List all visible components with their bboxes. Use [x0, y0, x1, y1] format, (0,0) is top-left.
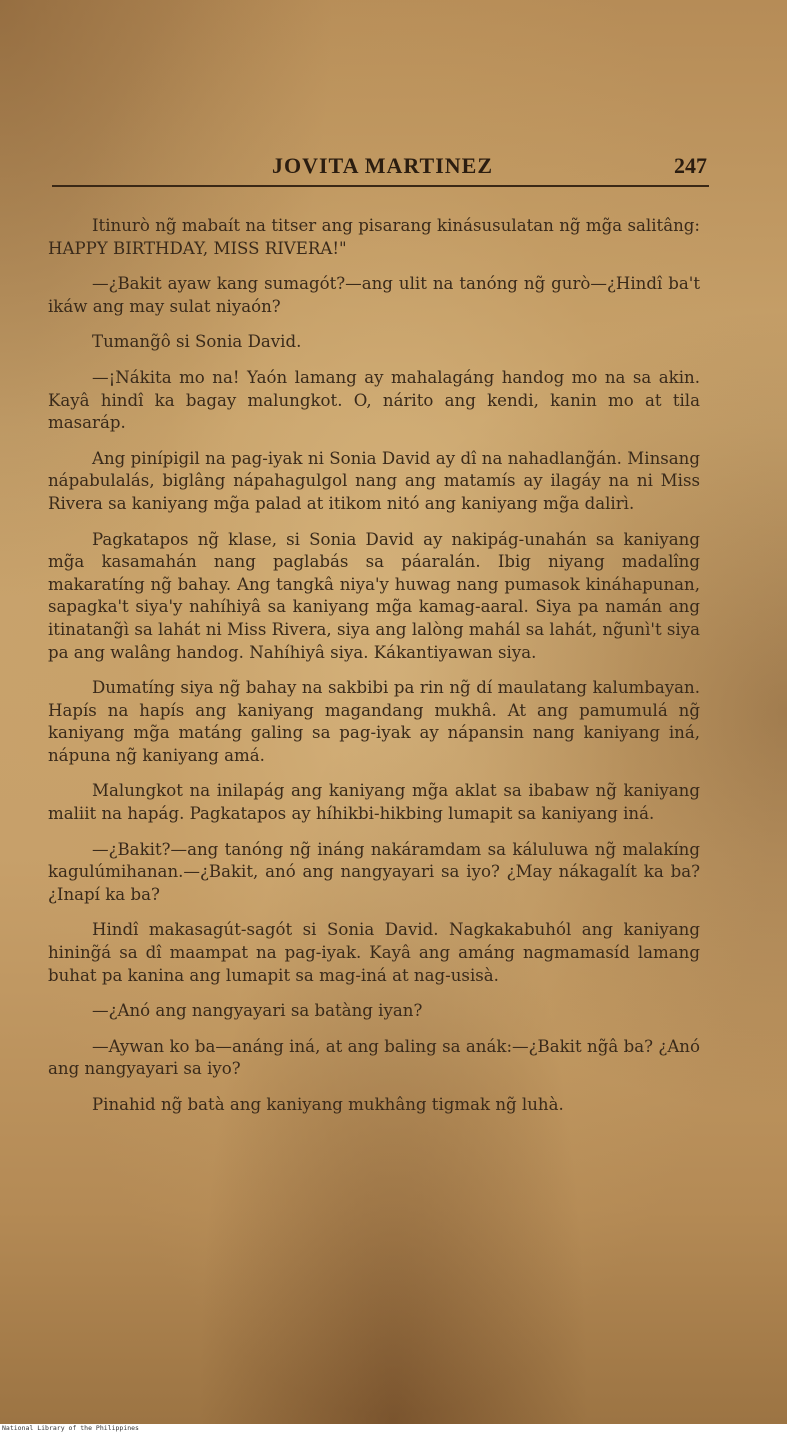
paragraph: —¡Nákita mo na! Yaón lamang ay mahalagáng handog mo na sa akin. Kayâ hindî ka bagay malungkot. O, nárito ang kendi, kanin mo at tila masaráp.	[48, 367, 700, 433]
paragraph: Ang pinípigil na pag-iyak ni Sonia David ay dî na nahadlang̃án. Minsang nápabulalás, biglâng nápahagulgol nang ang matamís ay ilagáy na ni Miss Rivera sa kaniyang mg̃a palad at itikom nitó ang kaniyang mg̃a dalirì.	[48, 448, 700, 513]
page-number: 247	[674, 153, 707, 178]
body-text	[48, 215, 700, 1117]
paragraph: —¿Bakit ayaw kang sumagót?—ang ulit na tanóng ng̃ gurò—¿Hindî ba't ikáw ang may sulat niyaón?	[48, 274, 700, 316]
paragraph: —¿Bakit?—ang tanóng ng̃ ináng nakáramdam sa káluluwa ng̃ malakíng kagulúmihanan.—¿Bakit, anó ang nangyayari sa iyo? ¿May nákagalít ka ba? ¿Inapí ka ba?	[48, 839, 700, 904]
library-credit: National Library of the Philippines	[0, 1424, 787, 1433]
paragraph: —¿Anó ang nangyayari sa batàng iyan?	[92, 1001, 423, 1021]
paragraph: Tumang̃ô si Sonia David.	[92, 332, 302, 352]
running-title: JOVITA MARTINEZ	[272, 153, 494, 178]
paragraph: Dumatíng siya ng̃ bahay na sakbibi pa rin ng̃ dí maulatang kalumbayan. Hapís na hapís ang kaniyang magandang mukhâ. At ang pamumulá ng̃ kaniyang mg̃a matáng galing sa pag-iyak ay nápansin nang kaniyang iná, nápuna ng̃ kaniyang amá.	[48, 678, 700, 765]
paragraph: Itinurò ng̃ mabaít na titser ang pisarang kinásusulatan ng̃ mg̃a salitâng: HAPPY BIRTHDAY, MISS RIVERA!"	[48, 216, 700, 258]
paragraph: Malungkot na inilapág ang kaniyang mg̃a aklat sa ibabaw ng̃ kaniyang maliit na hapág. Pagkatapos ay híhikbi-hikbing lumapit sa kaniyang iná.	[48, 781, 700, 824]
page-header	[0, 153, 787, 185]
paragraph: Hindî makasagút-sagót si Sonia David. Nagkakabuhól ang kaniyang hining̃á sa dî maampat na pag-iyak. Kayâ ang amáng nagmamasíd lamang buhat pa kanina ang lumapit sa mag-iná at nag-usisà.	[48, 920, 700, 985]
header-rule	[52, 185, 709, 187]
paragraph: Pinahid ng̃ batà ang kaniyang mukhâng tigmak ng̃ luhà.	[92, 1095, 564, 1114]
paragraph: —Aywan ko ba—anáng iná, at ang baling sa anák:—¿Bakit ng̃â ba? ¿Anó ang nangyayari sa iyo?	[48, 1036, 700, 1079]
paragraph: Pagkatapos ng̃ klase, si Sonia David ay nakipág-unahán sa kaniyang mg̃a kasamahán nang paglabás sa páaralán. Ibig niyang madalîng makaratíng ng̃ bahay. Ang tangkâ niya'y huwag nang pumasok kináhapunan, sapagka't siya'y nahíhiyâ sa kaniyang mg̃a kamag-aaral. Siya pa namán ang itinatang̃ì sa lahát ni Miss Rivera, siya ang lalòng mahál sa lahát, ng̃unì't siya pa ang walâng handog. Nahíhiyâ siya. Kákantiyawan siya.	[48, 529, 700, 662]
